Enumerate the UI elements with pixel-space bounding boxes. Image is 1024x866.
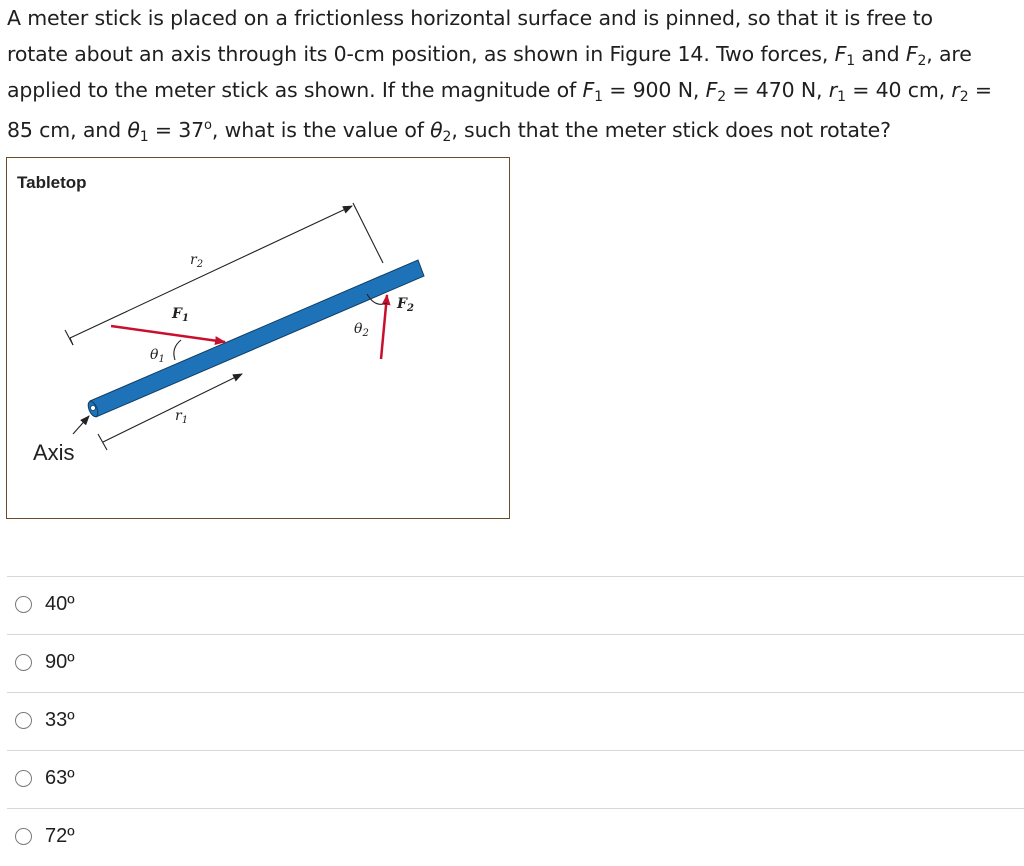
option-label: 63º [45,767,75,789]
axis-pointer [73,416,89,434]
radio-button[interactable] [15,712,32,729]
r1-label: $r_1$ [175,408,189,426]
r2-label: $r_2$ [190,252,204,270]
figure-14 [6,157,510,519]
option-label: 40º [45,593,75,615]
theta1-arc [174,340,181,360]
answer-options [7,576,1024,866]
meter-stick-diagram [7,158,511,520]
option-label: 72º [45,825,75,847]
option-label: 90º [45,651,75,673]
question-text [7,0,1024,148]
question-line-4: 85 cm, and $\theta_1 = 37^o$, what is the value of $\theta_2$, such that the meter stick does not rotate? [7,117,891,145]
meter-stick [86,260,424,418]
axis-label: Axis [33,440,75,465]
option-72[interactable] [7,809,1024,866]
f1-force-arrow [111,326,225,342]
radio-button[interactable] [15,596,32,613]
axis-pin [91,406,96,411]
question-line-1: A meter stick is placed on a frictionless horizontal surface and is pinned, so that it is free to [7,6,933,30]
radio-button[interactable] [15,654,32,671]
option-63[interactable] [7,751,1024,808]
theta2-label: $\theta_2$ [354,321,369,339]
radio-button[interactable] [15,770,32,787]
tabletop-label: Tabletop [17,173,87,192]
radio-button[interactable] [15,828,32,845]
option-label: 33º [45,709,75,731]
question-line-3: applied to the meter stick as shown. If the magnitude of $F_1 = 900$ N, $F_2 = 470$ N, $r_1 = 40$ cm, $r_2$ = [7,78,992,105]
r2-dimension [65,203,383,345]
theta1-label: $\theta_1$ [150,347,165,365]
option-33[interactable] [7,693,1024,750]
f1-label: $F_1$ [172,306,189,324]
option-90[interactable] [7,635,1024,692]
option-40[interactable] [7,577,1024,634]
f2-label: $F_2$ [397,296,414,314]
question-line-2: rotate about an axis through its 0-cm position, as shown in Figure 14. Two forces, $F_1$ and $F_2$, are [7,42,972,69]
